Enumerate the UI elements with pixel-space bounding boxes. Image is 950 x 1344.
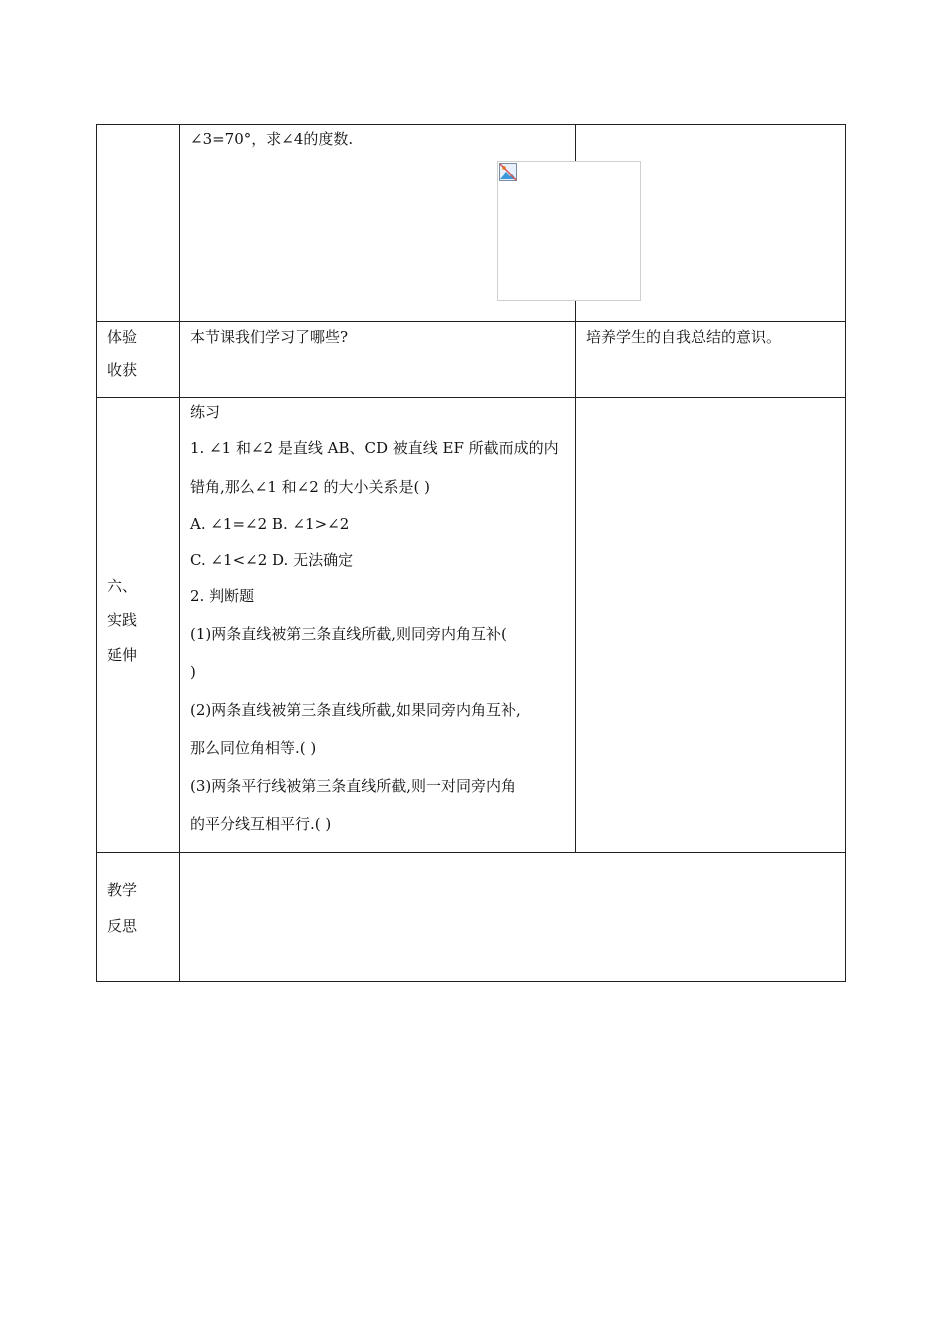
summary-notes: 培养学生的自我总结的意识。 — [586, 328, 782, 346]
practice-label-line2: 实践 — [107, 611, 138, 629]
reflection-label-line2: 反思 — [107, 917, 138, 935]
practice-label-cell — [97, 398, 179, 852]
judge-2-line-1: (2)两条直线被第三条直线所截,如果同旁内角互补, — [190, 701, 521, 719]
summary-notes-cell — [576, 322, 845, 397]
question-2-heading: 2. 判断题 — [190, 587, 255, 605]
judge-1-line-2: ) — [190, 663, 196, 681]
top-content-cell — [180, 125, 575, 321]
judge-1-line-1: (1)两条直线被第三条直线所截,则同旁内角互补( — [190, 625, 507, 643]
practice-label-line1: 六、 — [107, 577, 138, 595]
broken-image-icon — [499, 163, 517, 181]
option-row-ab: A. ∠1=∠2 B. ∠1>∠2 — [190, 515, 350, 533]
figure-image — [497, 161, 641, 301]
summary-label-cell — [97, 322, 179, 397]
summary-label-line2: 收获 — [107, 361, 138, 379]
reflection-content-cell — [180, 853, 845, 981]
lesson-table — [96, 124, 846, 982]
reflection-label-cell — [97, 853, 179, 981]
option-row-cd: C. ∠1<∠2 D. 无法确定 — [190, 551, 354, 569]
summary-content-cell — [180, 322, 575, 397]
exercise-continuation: ∠3=70°，求∠4的度数. — [190, 130, 354, 148]
question-1-line-1: 1. ∠1 和∠2 是直线 AB、CD 被直线 EF 所截而成的内 — [190, 439, 559, 457]
summary-label-line1: 体验 — [107, 328, 138, 346]
judge-3-line-2: 的平分线互相平行.( ) — [190, 815, 332, 833]
question-1-line-2: 错角,那么∠1 和∠2 的大小关系是( ) — [190, 478, 431, 496]
practice-label-line3: 延伸 — [107, 646, 138, 664]
practice-content-cell — [180, 398, 575, 852]
judge-3-line-1: (3)两条平行线被第三条直线所截,则一对同旁内角 — [190, 777, 517, 795]
reflection-label-line1: 教学 — [107, 881, 138, 899]
judge-2-line-2: 那么同位角相等.( ) — [190, 739, 317, 757]
summary-question: 本节课我们学习了哪些? — [190, 328, 349, 346]
practice-heading: 练习 — [190, 403, 221, 421]
